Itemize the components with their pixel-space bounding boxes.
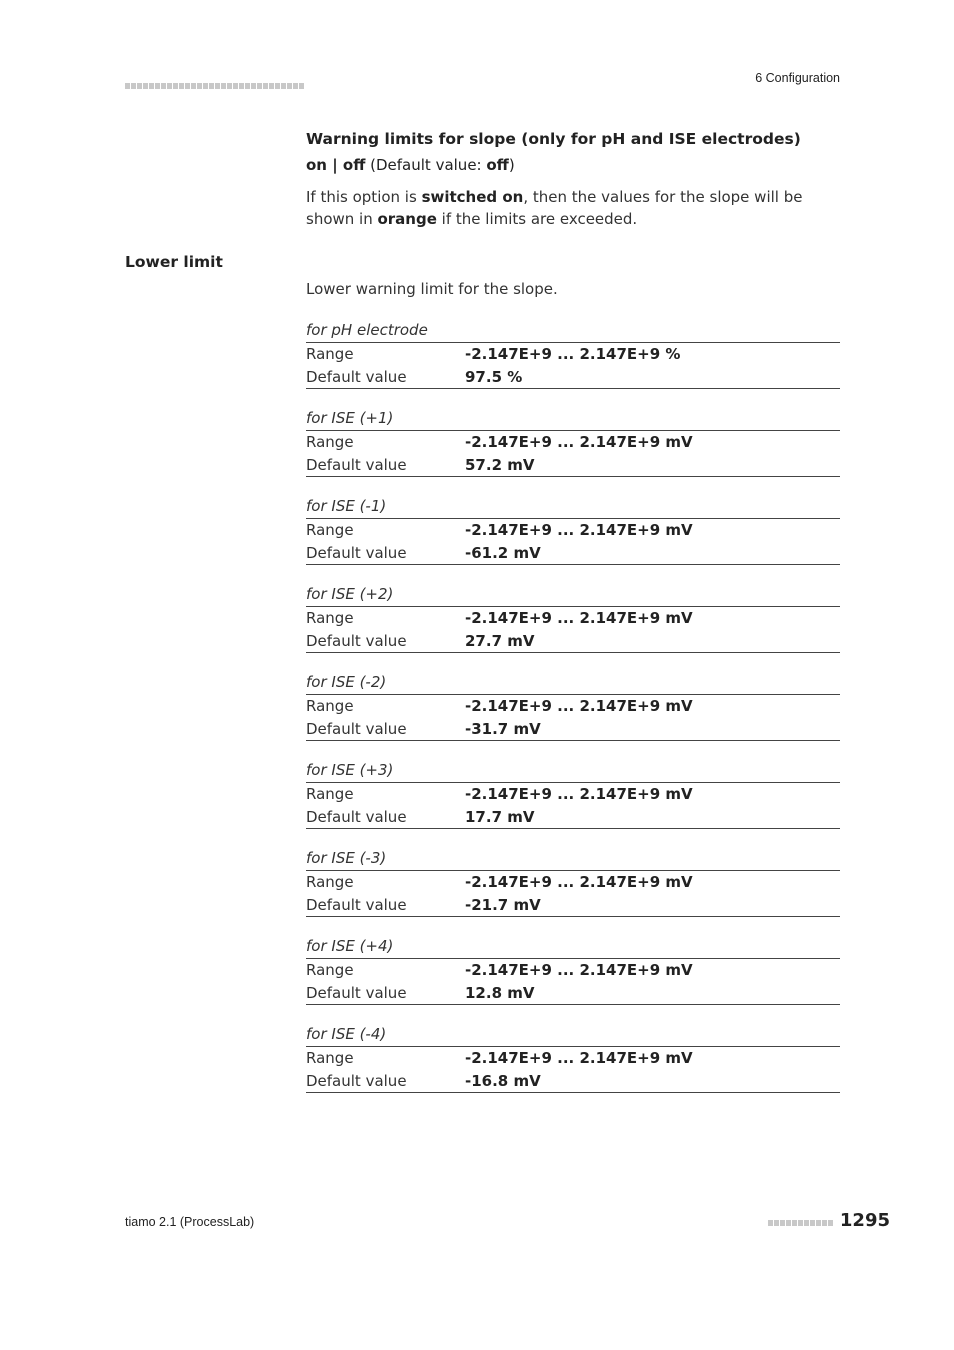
table-row-default: [306, 718, 840, 742]
table-row-range: [306, 519, 840, 542]
footer-decoration: [768, 1211, 834, 1230]
table-title: for ISE (+3): [306, 759, 840, 783]
option-title: Warning limits for slope (only for pH and ISE electrodes): [306, 130, 801, 148]
range-value: -2.147E+9 ... 2.147E+9 mV: [465, 697, 693, 715]
table-row-range: [306, 695, 840, 718]
table-title: for ISE (+4): [306, 935, 840, 959]
table-row-default: [306, 454, 840, 478]
default-prefix: (Default value:: [365, 156, 487, 174]
table-row-range: [306, 607, 840, 630]
desc-bold-1: switched on: [421, 188, 524, 206]
footer-page: [768, 1210, 890, 1231]
default-value: -16.8 mV: [465, 1071, 541, 1090]
table-title: for ISE (+1): [306, 407, 840, 431]
table-row-default: [306, 1070, 840, 1094]
table-title: for ISE (-3): [306, 847, 840, 871]
table-title: for pH electrode: [306, 319, 840, 343]
table-row-range: [306, 431, 840, 454]
table-row-range: [306, 959, 840, 982]
limit-table: [306, 759, 840, 829]
default-label: Default value: [306, 895, 407, 914]
range-label: Range: [306, 345, 354, 363]
range-label: Range: [306, 785, 354, 803]
range-value: -2.147E+9 ... 2.147E+9 mV: [465, 961, 693, 979]
limits-tables: [306, 319, 840, 1111]
desc-part-1: If this option is: [306, 188, 422, 206]
limit-table: [306, 935, 840, 1005]
limit-table: [306, 407, 840, 477]
table-row-default: [306, 542, 840, 566]
range-value: -2.147E+9 ... 2.147E+9 mV: [465, 873, 693, 891]
limit-table: [306, 671, 840, 741]
table-title: for ISE (+2): [306, 583, 840, 607]
default-label: Default value: [306, 807, 407, 826]
range-label: Range: [306, 609, 354, 627]
table-row-range: [306, 1047, 840, 1070]
default-label: Default value: [306, 543, 407, 562]
range-label: Range: [306, 873, 354, 891]
range-label: Range: [306, 1049, 354, 1067]
option-values: [306, 154, 840, 176]
default-value: off: [486, 156, 509, 174]
table-row-range: [306, 783, 840, 806]
default-value: 27.7 mV: [465, 631, 535, 650]
range-label: Range: [306, 961, 354, 979]
footer-product: tiamo 2.1 (ProcessLab): [125, 1215, 255, 1229]
table-row-default: [306, 366, 840, 390]
limit-table: [306, 583, 840, 653]
header-decoration: [125, 74, 305, 82]
table-title: for ISE (-1): [306, 495, 840, 519]
option-description: [306, 186, 840, 230]
default-value: 17.7 mV: [465, 807, 535, 826]
default-label: Default value: [306, 631, 407, 650]
range-value: -2.147E+9 ... 2.147E+9 mV: [465, 1049, 693, 1067]
page-number: 1295: [839, 1210, 890, 1231]
lower-limit-description: Lower warning limit for the slope.: [306, 280, 558, 298]
range-value: -2.147E+9 ... 2.147E+9 mV: [465, 609, 693, 627]
default-value: -21.7 mV: [465, 895, 541, 914]
range-value: -2.147E+9 ... 2.147E+9 mV: [465, 433, 693, 451]
default-value: 57.2 mV: [465, 455, 535, 474]
limit-table: [306, 847, 840, 917]
range-label: Range: [306, 433, 354, 451]
default-value: -31.7 mV: [465, 719, 541, 738]
limit-table: [306, 495, 840, 565]
option-section: [306, 128, 840, 230]
default-label: Default value: [306, 983, 407, 1002]
table-row-default: [306, 982, 840, 1006]
range-label: Range: [306, 521, 354, 539]
desc-part-3: if the limits are exceeded.: [436, 210, 638, 228]
range-value: -2.147E+9 ... 2.147E+9 %: [465, 345, 681, 363]
desc-bold-2: orange: [377, 210, 437, 228]
range-label: Range: [306, 697, 354, 715]
desc-part-2: , then the values for the slope will be shown in: [306, 188, 803, 228]
default-value: 12.8 mV: [465, 983, 535, 1002]
option-values-bold: on | off: [306, 156, 366, 174]
table-title: for ISE (-2): [306, 671, 840, 695]
range-value: -2.147E+9 ... 2.147E+9 mV: [465, 521, 693, 539]
limit-table: [306, 319, 840, 389]
limit-table: [306, 1023, 840, 1093]
table-row-range: [306, 343, 840, 366]
range-value: -2.147E+9 ... 2.147E+9 mV: [465, 785, 693, 803]
default-value: -61.2 mV: [465, 543, 541, 562]
default-label: Default value: [306, 719, 407, 738]
table-row-default: [306, 806, 840, 830]
table-row-range: [306, 871, 840, 894]
table-title: for ISE (-4): [306, 1023, 840, 1047]
default-label: Default value: [306, 455, 407, 474]
chapter-title: 6 Configuration: [755, 71, 840, 85]
default-label: Default value: [306, 1071, 407, 1090]
default-value: 97.5 %: [465, 367, 523, 386]
table-row-default: [306, 894, 840, 918]
default-label: Default value: [306, 367, 407, 386]
default-suffix: ): [508, 156, 515, 174]
table-row-default: [306, 630, 840, 654]
lower-limit-heading: Lower limit: [125, 253, 223, 271]
